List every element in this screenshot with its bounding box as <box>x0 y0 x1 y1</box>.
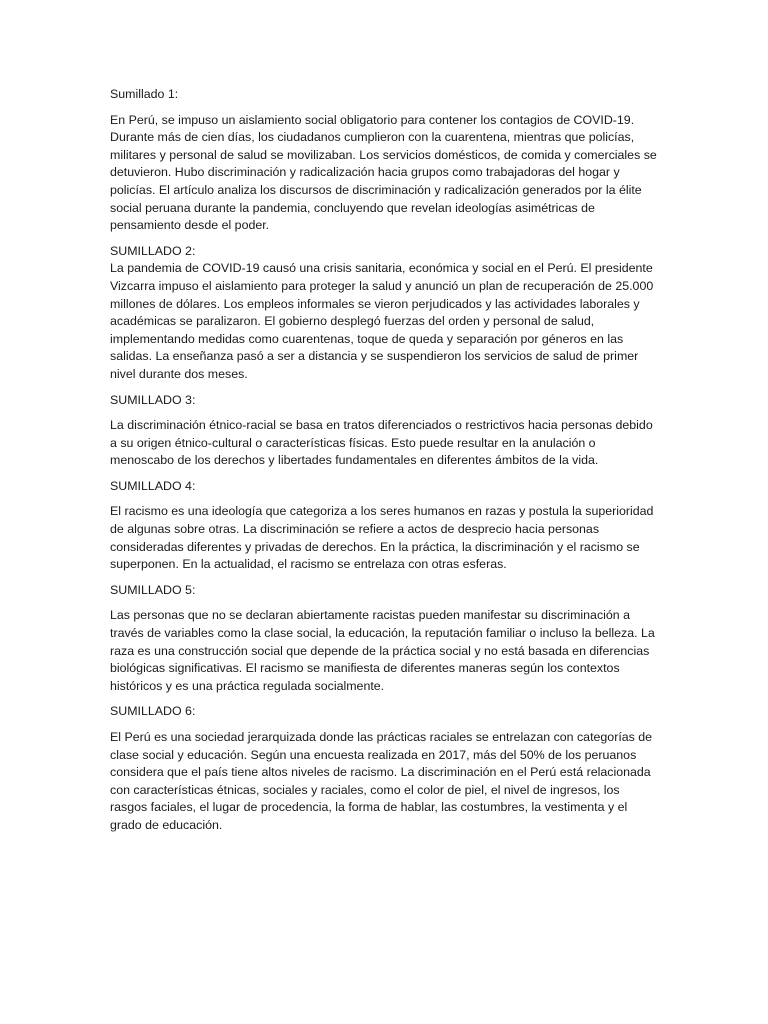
section-paragraph: La discriminación étnico-racial se basa en tratos diferenciados o restrictivos hacia personas debido a su origen étnico-cultural o características físicas. Esto puede resultar en la anulación o menoscabo de los derechos y libertades fundamentales en diferentes ámbitos de la vida. <box>110 418 653 468</box>
section-heading: SUMILLADO 3: <box>110 392 196 407</box>
section-paragraph: La pandemia de COVID-19 causó una crisis sanitaria, económica y social en el Perú. El presidente Vizcarra impuso el aislamiento para proteger la salud y anunció un plan de recuperación de 25.000 millones de dólares. Los empleos informales se vieron perjudicados y las actividades laborales y académicas se paralizaron. El gobierno desplegó fuerzas del orden y personal de salud, implementando medidas como cuarentenas, toque de queda y separación por géneros en las salidas. La enseñanza pasó a ser a distancia y se suspendieron los servicios de salud de primer nivel durante dos meses. <box>110 261 654 381</box>
section-heading: SUMILLADO 2: <box>110 243 196 258</box>
section-paragraph: El Perú es una sociedad jerarquizada donde las prácticas raciales se entrelazan con categorías de clase social y educación. Según una encuesta realizada en 2017, más del 50% de los peruanos considera que el país tiene altos niveles de racismo. La discriminación en el Perú está relacionada con características étnicas, sociales y raciales, como el color de piel, el nivel de ingresos, los rasgos faciales, el lugar de procedencia, la forma de hablar, las costumbres, la vestimenta y el grado de educación. <box>110 730 653 832</box>
section-heading: SUMILLADO 4: <box>110 478 196 493</box>
section-paragraph: Las personas que no se declaran abiertamente racistas pueden manifestar su discriminación a través de variables como la clase social, la educación, la reputación familiar o incluso la belleza. La raza es una construcción social que depende de la práctica social y no está basada en diferencias biológicas significativas. El racismo se manifiesta de diferentes maneras según los contextos históricos y es una práctica regulada socialmente. <box>110 608 655 693</box>
document-page <box>110 86 660 843</box>
section-paragraph: El racismo es una ideología que categoriza a los seres humanos en razas y postula la superioridad de algunas sobre otras. La discriminación se refiere a actos de desprecio hacia personas consideradas diferentes y privadas de derechos. En la práctica, la discriminación y el racismo se superponen. En la actualidad, el racismo se entrelaza con otras esferas. <box>110 504 654 572</box>
section-heading: Sumillado 1: <box>110 87 179 101</box>
section-heading: SUMILLADO 5: <box>110 582 196 597</box>
section-heading: SUMILLADO 6: <box>110 704 196 719</box>
section-paragraph: En Perú, se impuso un aislamiento social obligatorio para contener los contagios de COVID-19. Durante más de cien días, los ciudadanos cumplieron con la cuarentena, mientras que policías, militares y personal de salud se movilizaban. Los servicios domésticos, de comida y comerciales se detuvieron. Hubo discriminación y radicalización hacia grupos como trabajadoras del hogar y policías. El artículo analiza los discursos de discriminación y radicalización generados por la élite social peruana durante la pandemia, concluyendo que revelan ideologías asimétricas de pensamiento desde el poder. <box>110 112 657 233</box>
